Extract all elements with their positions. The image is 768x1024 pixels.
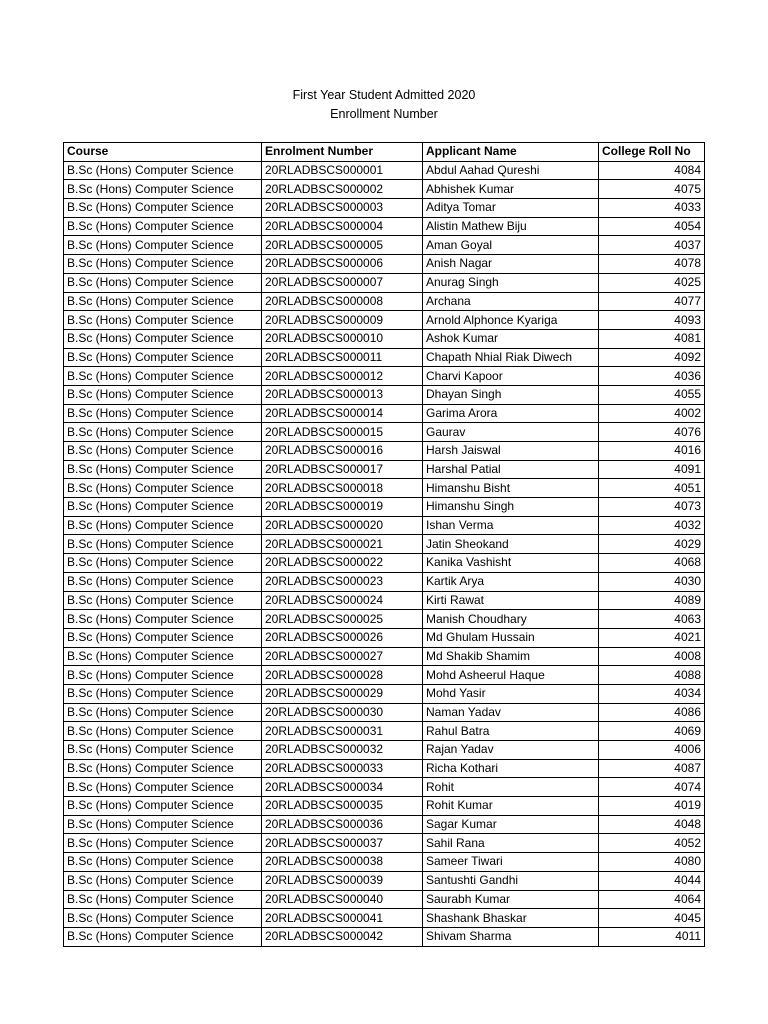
enrolment-number-cell: 20RLADBSCS000036 xyxy=(262,815,423,834)
document-subtitle: Enrollment Number xyxy=(330,107,438,121)
course-cell: B.Sc (Hons) Computer Science xyxy=(64,329,262,348)
enrolment-number-cell: 20RLADBSCS000006 xyxy=(262,255,423,274)
course-cell: B.Sc (Hons) Computer Science xyxy=(64,927,262,946)
course-cell: B.Sc (Hons) Computer Science xyxy=(64,647,262,666)
applicant-name-cell: Manish Choudhary xyxy=(423,610,599,629)
college-roll-no-cell: 4078 xyxy=(599,255,705,274)
enrolment-number-cell: 20RLADBSCS000017 xyxy=(262,460,423,479)
applicant-name-cell: Arnold Alphonce Kyariga xyxy=(423,311,599,330)
applicant-name-cell: Md Ghulam Hussain xyxy=(423,628,599,647)
table-row xyxy=(64,741,705,760)
table-row xyxy=(64,778,705,797)
applicant-name-cell: Kartik Arya xyxy=(423,572,599,591)
course-cell: B.Sc (Hons) Computer Science xyxy=(64,442,262,461)
table-row xyxy=(64,367,705,386)
enrolment-number-cell: 20RLADBSCS000035 xyxy=(262,797,423,816)
enrolment-number-cell: 20RLADBSCS000038 xyxy=(262,853,423,872)
college-roll-no-cell: 4036 xyxy=(599,367,705,386)
college-roll-no-cell: 4076 xyxy=(599,423,705,442)
table-row xyxy=(64,554,705,573)
applicant-name-cell: Aditya Tomar xyxy=(423,199,599,218)
college-roll-no-cell: 4045 xyxy=(599,909,705,928)
college-roll-no-cell: 4092 xyxy=(599,348,705,367)
enrolment-number-cell: 20RLADBSCS000003 xyxy=(262,199,423,218)
enrolment-number-cell: 20RLADBSCS000011 xyxy=(262,348,423,367)
table-row xyxy=(64,890,705,909)
table-row xyxy=(64,572,705,591)
enrolment-number-cell: 20RLADBSCS000026 xyxy=(262,628,423,647)
course-cell: B.Sc (Hons) Computer Science xyxy=(64,853,262,872)
applicant-name-cell: Rohit xyxy=(423,778,599,797)
applicant-name-cell: Anurag Singh xyxy=(423,273,599,292)
college-roll-no-cell: 4069 xyxy=(599,722,705,741)
table-row xyxy=(64,909,705,928)
course-cell: B.Sc (Hons) Computer Science xyxy=(64,628,262,647)
applicant-name-cell: Ashok Kumar xyxy=(423,329,599,348)
table-row xyxy=(64,460,705,479)
enrolment-number-cell: 20RLADBSCS000041 xyxy=(262,909,423,928)
college-roll-no-cell: 4019 xyxy=(599,797,705,816)
table-row xyxy=(64,255,705,274)
enrolment-number-cell: 20RLADBSCS000019 xyxy=(262,498,423,517)
enrolment-number-cell: 20RLADBSCS000042 xyxy=(262,927,423,946)
column-header-college-roll-no: College Roll No xyxy=(599,143,705,162)
applicant-name-cell: Harsh Jaiswal xyxy=(423,442,599,461)
table-row xyxy=(64,815,705,834)
table-row xyxy=(64,329,705,348)
applicant-name-cell: Rajan Yadav xyxy=(423,741,599,760)
table-row xyxy=(64,927,705,946)
table-row xyxy=(64,684,705,703)
table-row xyxy=(64,348,705,367)
table-row xyxy=(64,217,705,236)
applicant-name-cell: Saurabh Kumar xyxy=(423,890,599,909)
column-header-enrolment-number: Enrolment Number xyxy=(262,143,423,162)
enrolment-number-cell: 20RLADBSCS000009 xyxy=(262,311,423,330)
college-roll-no-cell: 4093 xyxy=(599,311,705,330)
college-roll-no-cell: 4044 xyxy=(599,871,705,890)
college-roll-no-cell: 4021 xyxy=(599,628,705,647)
applicant-name-cell: Charvi Kapoor xyxy=(423,367,599,386)
enrolment-number-cell: 20RLADBSCS000037 xyxy=(262,834,423,853)
college-roll-no-cell: 4074 xyxy=(599,778,705,797)
course-cell: B.Sc (Hons) Computer Science xyxy=(64,479,262,498)
table-row xyxy=(64,292,705,311)
table-row xyxy=(64,180,705,199)
applicant-name-cell: Mohd Yasir xyxy=(423,684,599,703)
enrolment-number-cell: 20RLADBSCS000034 xyxy=(262,778,423,797)
course-cell: B.Sc (Hons) Computer Science xyxy=(64,236,262,255)
table-row xyxy=(64,516,705,535)
course-cell: B.Sc (Hons) Computer Science xyxy=(64,572,262,591)
table-row xyxy=(64,442,705,461)
course-cell: B.Sc (Hons) Computer Science xyxy=(64,684,262,703)
college-roll-no-cell: 4068 xyxy=(599,554,705,573)
college-roll-no-cell: 4054 xyxy=(599,217,705,236)
table-row xyxy=(64,236,705,255)
college-roll-no-cell: 4051 xyxy=(599,479,705,498)
applicant-name-cell: Chapath Nhial Riak Diwech xyxy=(423,348,599,367)
table-row xyxy=(64,853,705,872)
applicant-name-cell: Shivam Sharma xyxy=(423,927,599,946)
course-cell: B.Sc (Hons) Computer Science xyxy=(64,460,262,479)
table-row xyxy=(64,273,705,292)
applicant-name-cell: Ishan Verma xyxy=(423,516,599,535)
course-cell: B.Sc (Hons) Computer Science xyxy=(64,703,262,722)
table-row xyxy=(64,199,705,218)
enrolment-number-cell: 20RLADBSCS000031 xyxy=(262,722,423,741)
table-row xyxy=(64,591,705,610)
college-roll-no-cell: 4080 xyxy=(599,853,705,872)
college-roll-no-cell: 4086 xyxy=(599,703,705,722)
enrolment-number-cell: 20RLADBSCS000023 xyxy=(262,572,423,591)
applicant-name-cell: Himanshu Singh xyxy=(423,498,599,517)
course-cell: B.Sc (Hons) Computer Science xyxy=(64,909,262,928)
enrolment-number-cell: 20RLADBSCS000040 xyxy=(262,890,423,909)
course-cell: B.Sc (Hons) Computer Science xyxy=(64,741,262,760)
enrolment-number-cell: 20RLADBSCS000032 xyxy=(262,741,423,760)
column-header-course: Course xyxy=(64,143,262,162)
enrolment-number-cell: 20RLADBSCS000020 xyxy=(262,516,423,535)
course-cell: B.Sc (Hons) Computer Science xyxy=(64,217,262,236)
course-cell: B.Sc (Hons) Computer Science xyxy=(64,890,262,909)
applicant-name-cell: Naman Yadav xyxy=(423,703,599,722)
course-cell: B.Sc (Hons) Computer Science xyxy=(64,292,262,311)
table-row xyxy=(64,759,705,778)
applicant-name-cell: Abdul Aahad Qureshi xyxy=(423,161,599,180)
course-cell: B.Sc (Hons) Computer Science xyxy=(64,311,262,330)
college-roll-no-cell: 4081 xyxy=(599,329,705,348)
course-cell: B.Sc (Hons) Computer Science xyxy=(64,778,262,797)
enrolment-number-cell: 20RLADBSCS000013 xyxy=(262,385,423,404)
course-cell: B.Sc (Hons) Computer Science xyxy=(64,255,262,274)
enrolment-number-cell: 20RLADBSCS000015 xyxy=(262,423,423,442)
applicant-name-cell: Rohit Kumar xyxy=(423,797,599,816)
table-body xyxy=(64,161,705,946)
table-row xyxy=(64,871,705,890)
table-row xyxy=(64,311,705,330)
course-cell: B.Sc (Hons) Computer Science xyxy=(64,797,262,816)
applicant-name-cell: Kirti Rawat xyxy=(423,591,599,610)
course-cell: B.Sc (Hons) Computer Science xyxy=(64,404,262,423)
table-row xyxy=(64,703,705,722)
table-row xyxy=(64,628,705,647)
college-roll-no-cell: 4048 xyxy=(599,815,705,834)
table-row xyxy=(64,423,705,442)
table-row xyxy=(64,834,705,853)
course-cell: B.Sc (Hons) Computer Science xyxy=(64,834,262,853)
enrolment-number-cell: 20RLADBSCS000030 xyxy=(262,703,423,722)
enrolment-number-cell: 20RLADBSCS000025 xyxy=(262,610,423,629)
enrolment-number-cell: 20RLADBSCS000014 xyxy=(262,404,423,423)
table-row xyxy=(64,535,705,554)
enrolment-number-cell: 20RLADBSCS000007 xyxy=(262,273,423,292)
table-row xyxy=(64,797,705,816)
college-roll-no-cell: 4016 xyxy=(599,442,705,461)
enrolment-number-cell: 20RLADBSCS000012 xyxy=(262,367,423,386)
enrolment-number-cell: 20RLADBSCS000004 xyxy=(262,217,423,236)
applicant-name-cell: Sagar Kumar xyxy=(423,815,599,834)
college-roll-no-cell: 4073 xyxy=(599,498,705,517)
enrolment-number-cell: 20RLADBSCS000018 xyxy=(262,479,423,498)
document-header xyxy=(0,86,768,124)
course-cell: B.Sc (Hons) Computer Science xyxy=(64,666,262,685)
applicant-name-cell: Richa Kothari xyxy=(423,759,599,778)
document-title: First Year Student Admitted 2020 xyxy=(292,88,476,102)
applicant-name-cell: Anish Nagar xyxy=(423,255,599,274)
applicant-name-cell: Alistin Mathew Biju xyxy=(423,217,599,236)
college-roll-no-cell: 4030 xyxy=(599,572,705,591)
table-row xyxy=(64,404,705,423)
course-cell: B.Sc (Hons) Computer Science xyxy=(64,367,262,386)
table-row xyxy=(64,385,705,404)
college-roll-no-cell: 4002 xyxy=(599,404,705,423)
applicant-name-cell: Sahil Rana xyxy=(423,834,599,853)
applicant-name-cell: Mohd Asheerul Haque xyxy=(423,666,599,685)
college-roll-no-cell: 4008 xyxy=(599,647,705,666)
enrolment-number-cell: 20RLADBSCS000039 xyxy=(262,871,423,890)
course-cell: B.Sc (Hons) Computer Science xyxy=(64,161,262,180)
applicant-name-cell: Aman Goyal xyxy=(423,236,599,255)
course-cell: B.Sc (Hons) Computer Science xyxy=(64,759,262,778)
enrolment-number-cell: 20RLADBSCS000033 xyxy=(262,759,423,778)
college-roll-no-cell: 4037 xyxy=(599,236,705,255)
course-cell: B.Sc (Hons) Computer Science xyxy=(64,610,262,629)
table-row xyxy=(64,479,705,498)
applicant-name-cell: Himanshu Bisht xyxy=(423,479,599,498)
table-row xyxy=(64,610,705,629)
applicant-name-cell: Garima Arora xyxy=(423,404,599,423)
college-roll-no-cell: 4052 xyxy=(599,834,705,853)
table-row xyxy=(64,666,705,685)
college-roll-no-cell: 4063 xyxy=(599,610,705,629)
course-cell: B.Sc (Hons) Computer Science xyxy=(64,273,262,292)
table-header-row xyxy=(64,143,705,162)
college-roll-no-cell: 4029 xyxy=(599,535,705,554)
course-cell: B.Sc (Hons) Computer Science xyxy=(64,535,262,554)
college-roll-no-cell: 4006 xyxy=(599,741,705,760)
applicant-name-cell: Shashank Bhaskar xyxy=(423,909,599,928)
course-cell: B.Sc (Hons) Computer Science xyxy=(64,498,262,517)
college-roll-no-cell: 4033 xyxy=(599,199,705,218)
enrolment-number-cell: 20RLADBSCS000021 xyxy=(262,535,423,554)
course-cell: B.Sc (Hons) Computer Science xyxy=(64,348,262,367)
applicant-name-cell: Dhayan Singh xyxy=(423,385,599,404)
college-roll-no-cell: 4032 xyxy=(599,516,705,535)
course-cell: B.Sc (Hons) Computer Science xyxy=(64,385,262,404)
applicant-name-cell: Jatin Sheokand xyxy=(423,535,599,554)
course-cell: B.Sc (Hons) Computer Science xyxy=(64,516,262,535)
enrolment-number-cell: 20RLADBSCS000027 xyxy=(262,647,423,666)
college-roll-no-cell: 4084 xyxy=(599,161,705,180)
college-roll-no-cell: 4089 xyxy=(599,591,705,610)
college-roll-no-cell: 4077 xyxy=(599,292,705,311)
course-cell: B.Sc (Hons) Computer Science xyxy=(64,815,262,834)
table-row xyxy=(64,722,705,741)
college-roll-no-cell: 4091 xyxy=(599,460,705,479)
college-roll-no-cell: 4075 xyxy=(599,180,705,199)
enrollment-table xyxy=(63,142,705,947)
enrolment-number-cell: 20RLADBSCS000029 xyxy=(262,684,423,703)
applicant-name-cell: Archana xyxy=(423,292,599,311)
applicant-name-cell: Santushti Gandhi xyxy=(423,871,599,890)
college-roll-no-cell: 4088 xyxy=(599,666,705,685)
applicant-name-cell: Gaurav xyxy=(423,423,599,442)
enrolment-number-cell: 20RLADBSCS000010 xyxy=(262,329,423,348)
applicant-name-cell: Abhishek Kumar xyxy=(423,180,599,199)
college-roll-no-cell: 4025 xyxy=(599,273,705,292)
table-row xyxy=(64,647,705,666)
enrolment-number-cell: 20RLADBSCS000024 xyxy=(262,591,423,610)
applicant-name-cell: Kanika Vashisht xyxy=(423,554,599,573)
course-cell: B.Sc (Hons) Computer Science xyxy=(64,591,262,610)
course-cell: B.Sc (Hons) Computer Science xyxy=(64,199,262,218)
enrolment-number-cell: 20RLADBSCS000016 xyxy=(262,442,423,461)
applicant-name-cell: Harshal Patial xyxy=(423,460,599,479)
college-roll-no-cell: 4064 xyxy=(599,890,705,909)
applicant-name-cell: Md Shakib Shamim xyxy=(423,647,599,666)
column-header-applicant-name: Applicant Name xyxy=(423,143,599,162)
enrolment-number-cell: 20RLADBSCS000008 xyxy=(262,292,423,311)
table-row xyxy=(64,498,705,517)
course-cell: B.Sc (Hons) Computer Science xyxy=(64,423,262,442)
enrolment-number-cell: 20RLADBSCS000028 xyxy=(262,666,423,685)
applicant-name-cell: Sameer Tiwari xyxy=(423,853,599,872)
enrolment-number-cell: 20RLADBSCS000002 xyxy=(262,180,423,199)
college-roll-no-cell: 4087 xyxy=(599,759,705,778)
course-cell: B.Sc (Hons) Computer Science xyxy=(64,180,262,199)
course-cell: B.Sc (Hons) Computer Science xyxy=(64,871,262,890)
enrolment-number-cell: 20RLADBSCS000001 xyxy=(262,161,423,180)
enrolment-number-cell: 20RLADBSCS000005 xyxy=(262,236,423,255)
college-roll-no-cell: 4055 xyxy=(599,385,705,404)
college-roll-no-cell: 4011 xyxy=(599,927,705,946)
applicant-name-cell: Rahul Batra xyxy=(423,722,599,741)
course-cell: B.Sc (Hons) Computer Science xyxy=(64,554,262,573)
enrolment-number-cell: 20RLADBSCS000022 xyxy=(262,554,423,573)
college-roll-no-cell: 4034 xyxy=(599,684,705,703)
table-row xyxy=(64,161,705,180)
course-cell: B.Sc (Hons) Computer Science xyxy=(64,722,262,741)
